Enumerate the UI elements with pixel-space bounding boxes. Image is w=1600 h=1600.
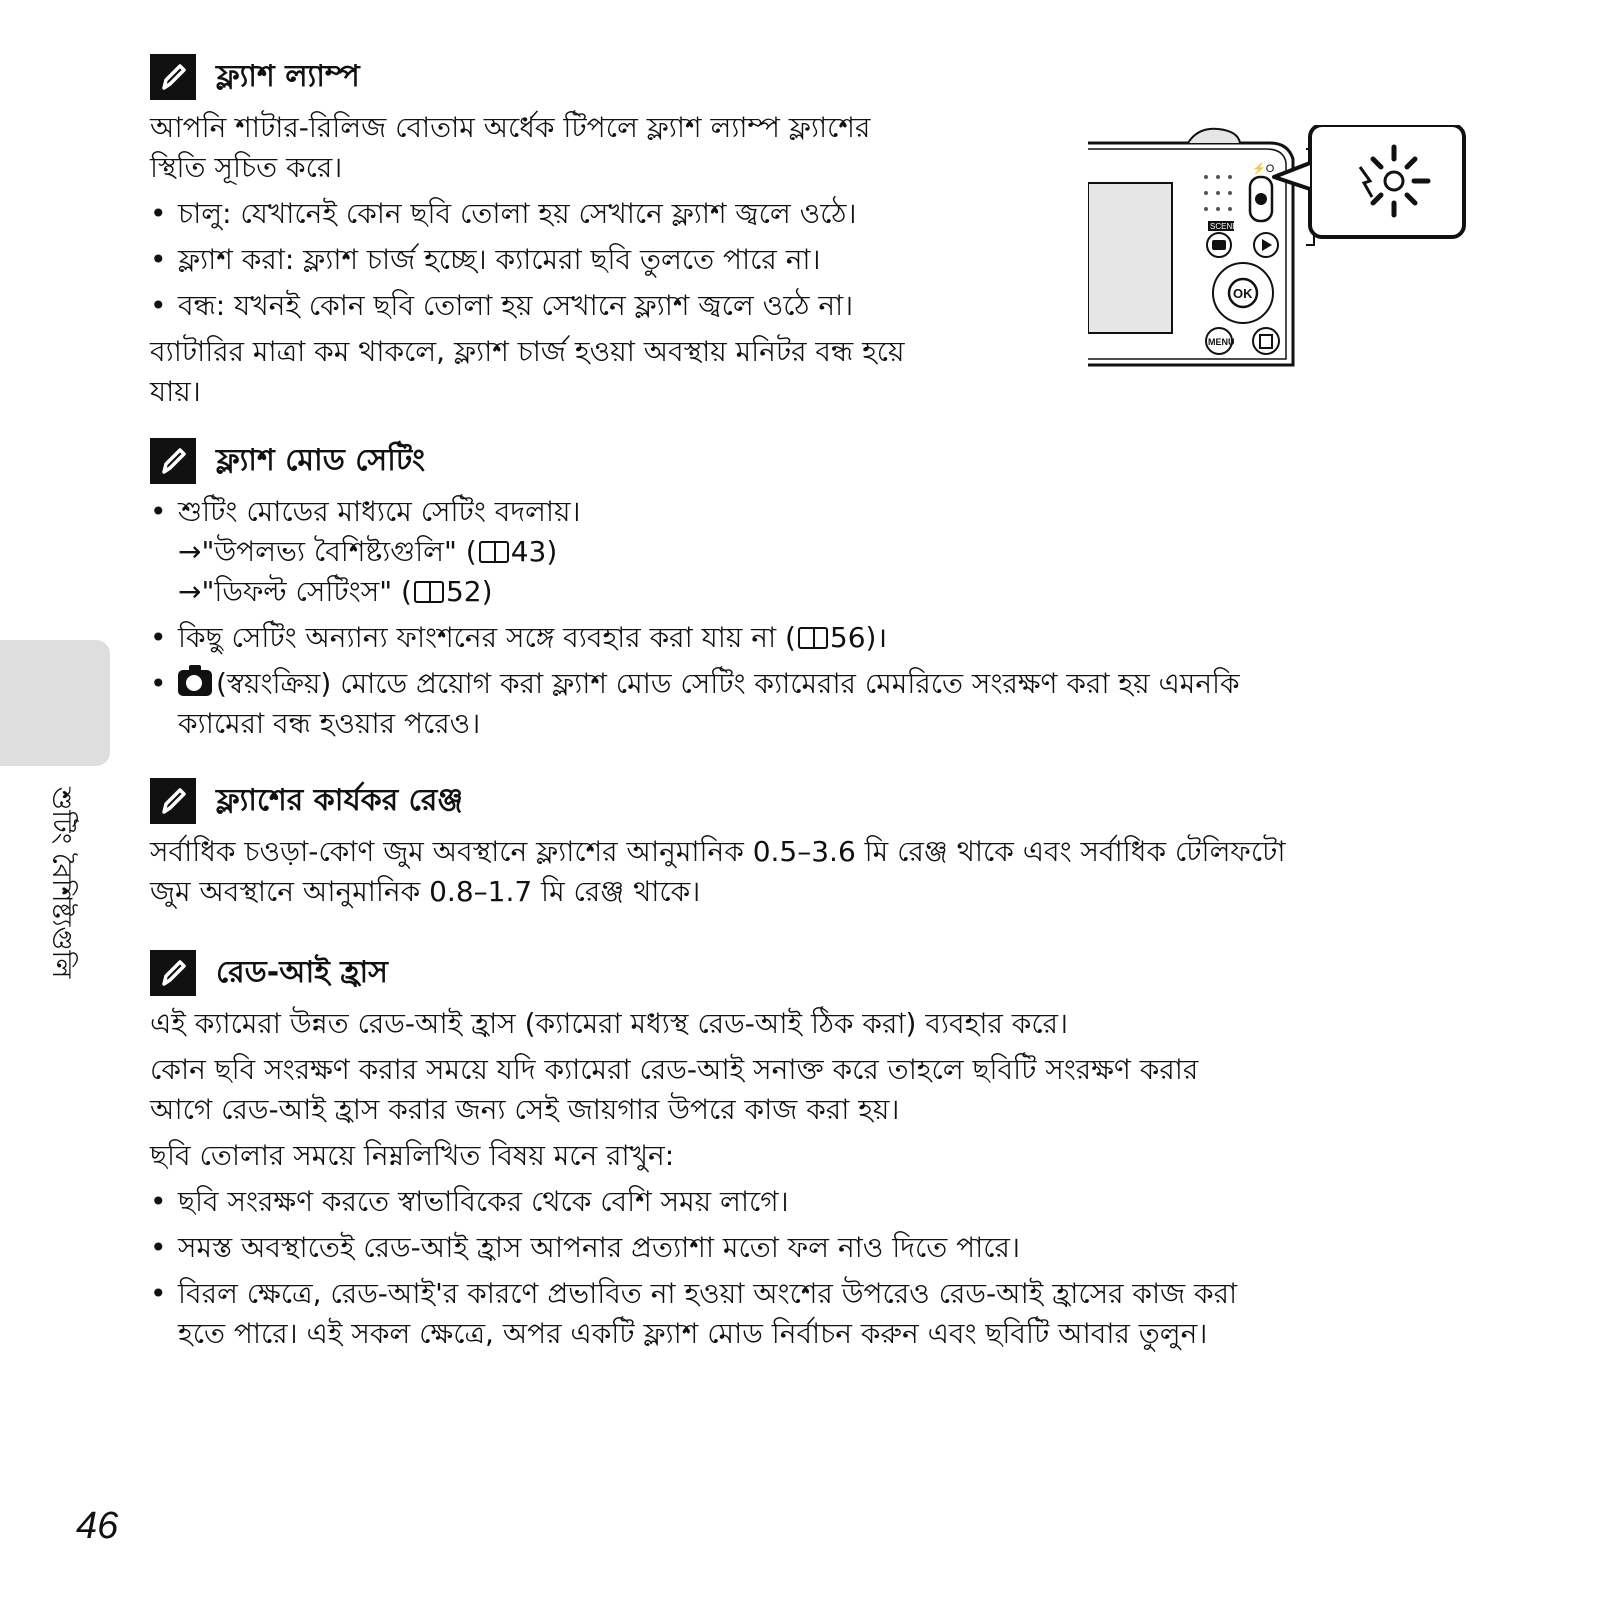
book-icon (798, 627, 828, 649)
intro-text-cont: স্থিতি সূচিত করে। (150, 151, 343, 184)
section-title: ফ্ল্যাশ ল্যাম্প (216, 58, 360, 94)
bullet-item: • চালু: যেখানেই কোন ছবি তোলা হয় সেখানে ফ্ল্যাশ জ্বলে ওঠে। (150, 194, 1030, 234)
bullet-item-cont: হতে পারে। এই সকল ক্ষেত্রে, অপর একটি ফ্ল্যাশ মোড নির্বাচন করুন এবং ছবিটি আবার তুলুন। (178, 1317, 1208, 1350)
section-tab (0, 640, 110, 766)
bullet-item: • (স্বয়ংক্রিয়) মোডে প্রয়োগ করা ফ্ল্যাশ মোড সেটিং ক্যামেরার মেমরিতে সংরক্ষণ করা হয় এমনকি (150, 664, 1450, 704)
section-heading (150, 776, 1450, 826)
svg-text:OK: OK (1233, 286, 1253, 301)
note-text-cont: যায়। (150, 375, 201, 408)
body-text: ছবি তোলার সময়ে নিম্নলিখিত বিষয় মনে রাখুন: (150, 1139, 675, 1172)
note-pencil-icon (150, 778, 196, 824)
camera-back-illustration (1088, 125, 1468, 387)
bullet-item: • ফ্ল্যাশ করা: ফ্ল্যাশ চার্জ হচ্ছে। ক্যামেরা ছবি তুলতে পারে না। (150, 240, 1030, 280)
body-text-cont: জুম অবস্থানে আনুমানিক 0.8–1.7 মি রেঞ্জ থাকে। (150, 875, 701, 908)
bullet-item: • ছবি সংরক্ষণ করতে স্বাভাবিকের থেকে বেশি সময় লাগে। (150, 1182, 1450, 1222)
body-text-cont: আগে রেড-আই হ্রাস করার জন্য সেই জায়গার উপরে কাজ করা হয়। (150, 1093, 900, 1126)
note-pencil-icon (150, 438, 196, 484)
page-number: 46 (76, 1505, 119, 1547)
bullet-item-cont: ক্যামেরা বন্ধ হওয়ার পরেও। (178, 707, 481, 740)
bullet-item: • বন্ধ: যখনই কোন ছবি তোলা হয় সেখানে ফ্ল্যাশ জ্বলে ওঠে না। (150, 286, 1030, 326)
note-pencil-icon (150, 54, 196, 100)
intro-text: আপনি শাটার-রিলিজ বোতাম অর্ধেক টিপলে ফ্ল্যাশ ল্যাম্প ফ্ল্যাশের (150, 111, 871, 144)
svg-text:MENU: MENU (1208, 337, 1235, 347)
section-title: ফ্ল্যাশ মোড সেটিং (216, 442, 426, 478)
svg-text:SCENE: SCENE (1210, 222, 1238, 231)
section-title: ফ্ল্যাশের কার্যকর রেঞ্জ (216, 782, 463, 818)
book-icon (479, 541, 509, 563)
section-heading (150, 436, 1450, 486)
bullet-item: • কিছু সেটিং অন্যান্য ফাংশনের সঙ্গে ব্যবহার করা যায় না ( 56)। (150, 618, 1450, 658)
bullet-item: • শুটিং মোডের মাধ্যমে সেটিং বদলায়। (150, 492, 1450, 532)
section-heading (150, 948, 1450, 998)
book-icon (414, 581, 444, 603)
note-pencil-icon (150, 950, 196, 996)
body-text: কোন ছবি সংরক্ষণ করার সময়ে যদি ক্যামেরা রেড-আই সনাক্ত করে তাহলে ছবিটি সংরক্ষণ করার (150, 1053, 1199, 1086)
bullet-item: • সমস্ত অবস্থাতেই রেড-আই হ্রাস আপনার প্রত্যাশা মতো ফল নাও দিতে পারে। (150, 1228, 1450, 1268)
body-text: এই ক্যামেরা উন্নত রেড-আই হ্রাস (ক্যামেরা মধ্যস্থ রেড-আই ঠিক করা) ব্যবহার করে। (150, 1007, 1069, 1040)
section-heading (150, 52, 1450, 102)
section-red-eye (150, 948, 1450, 1354)
section-flash-range (150, 776, 1450, 912)
reference-link[interactable]: →"ডিফল্ট সেটিংস" ( 52) (178, 575, 493, 608)
body-text: সর্বাধিক চওড়া-কোণ জুম অবস্থানে ফ্ল্যাশের আনুমানিক 0.5–3.6 মি রেঞ্জ থাকে এবং সর্বাধিক টেলিফটো (150, 835, 1286, 868)
section-title: রেড-আই হ্রাস (216, 954, 388, 990)
svg-text:⚡O: ⚡O (1252, 163, 1275, 175)
section-flash-mode (150, 436, 1450, 744)
reference-link[interactable]: →"উপলভ্য বৈশিষ্ট্যগুলি" ( 43) (178, 535, 558, 568)
bullet-item: • বিরল ক্ষেত্রে, রেড-আই'র কারণে প্রভাবিত না হওয়া অংশের উপরেও রেড-আই হ্রাসের কাজ করা (150, 1274, 1450, 1314)
note-text: ব্যাটারির মাত্রা কম থাকলে, ফ্ল্যাশ চার্জ হওয়া অবস্থায় মনিটর বন্ধ হয়ে (150, 335, 905, 368)
section-side-label: শুটিং বৈশিষ্ট্যগুলি (46, 787, 77, 979)
camera-auto-mode-icon (178, 670, 212, 696)
